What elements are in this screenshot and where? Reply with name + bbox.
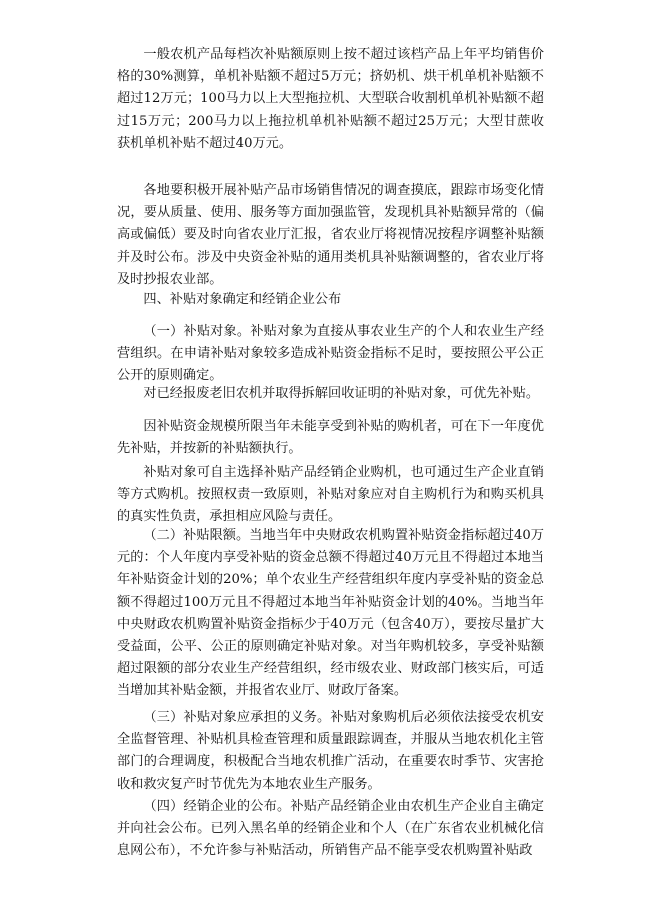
paragraph-purchase-options: 补贴对象可自主选择补贴产品经销企业购机，也可通过生产企业直销等方式购机。按照权责一致原则，补贴对象应对自主购机行为和购买机具的真实性负责，承担相应风险与责任。: [117, 465, 544, 525]
paragraph-market-survey: 各地要积极开展补贴产品市场销售情况的调查摸底，跟踪市场变化情况，要从质量、使用、服务等方面加强监管，发现机具补贴额异常的（偏高或偏低）要及时向省农业厅汇报，省农业厅将视情况按程序调整补贴额并及时公布。涉及中央资金补贴的通用类机具补贴额调整的，省农业厅将及时抄报农业部。: [117, 183, 544, 287]
paragraph-subsidy-recipients: （一）补贴对象。补贴对象为直接从事农业生产的个人和农业生产经营组织。在申请补贴对象较多造成补贴资金指标不足时，要按照公平公正公开的原则确定。: [117, 324, 544, 384]
paragraph-scrapped-machinery-priority: 对已经报废老旧农机并取得拆解回收证明的补贴对象，可优先补贴。: [143, 386, 540, 401]
paragraph-recipient-obligations: （三）补贴对象应承担的义务。补贴对象购机后必须依法接受农机安全监督管理、补贴机具检查管理和质量跟踪调查，并服从当地农机化主管部门的合理调度，积极配合当地农机推广活动，在重要农时季节、灾害抢收和救灾复产时节优先为本地农业生产服务。: [117, 710, 544, 792]
paragraph-next-year-priority: 因补贴资金规模所限当年未能享受到补贴的购机者，可在下一年度优先补贴，并按新的补贴额执行。: [117, 419, 544, 457]
paragraph-subsidy-amount-rules: 一般农机产品每档次补贴额原则上按不超过该档产品上年平均销售价格的30%测算，单机补贴额不超过5万元；挤奶机、烘干机单机补贴额不超过12万元；100马力以上大型拖拉机、大型联合收割机单机补贴额不超过15万元；200马力以上拖拉机单机补贴额不超过25万元；大型甘蔗收获机单机补贴不超过40万元。: [117, 47, 544, 151]
paragraph-dealer-publication: （四）经销企业的公布。补贴产品经销企业由农机生产企业自主确定并向社会公布。已列入黑名单的经销企业和个人（在广东省农业机械化信息网公布），不允许参与补贴活动，所销售产品不能享受农机购置补贴政: [117, 799, 544, 859]
paragraph-subsidy-limit: （二）补贴限额。当地当年中央财政农机购置补贴资金指标超过40万元的：个人年度内享受补贴的资金总额不得超过40万元且不得超过本地当年补贴资金计划的20%；单个农业生产经营组织年度内享受补贴的资金总额不得超过100万元且不得超过本地当年补贴资金计划的40%。当地当年中央财政农机购置补贴资金指标少于40万元（包含40万），要按尽量扩大受益面，公平、公正的原则确定补贴对象。对当年购机较多，享受补贴额超过限额的部分农业生产经营组织，经市级农业、财政部门核实后，可适当增加其补贴金额，并报省农业厅、财政厅备案。: [117, 528, 544, 699]
section-heading-4: 四、补贴对象确定和经销企业公布: [143, 292, 342, 307]
